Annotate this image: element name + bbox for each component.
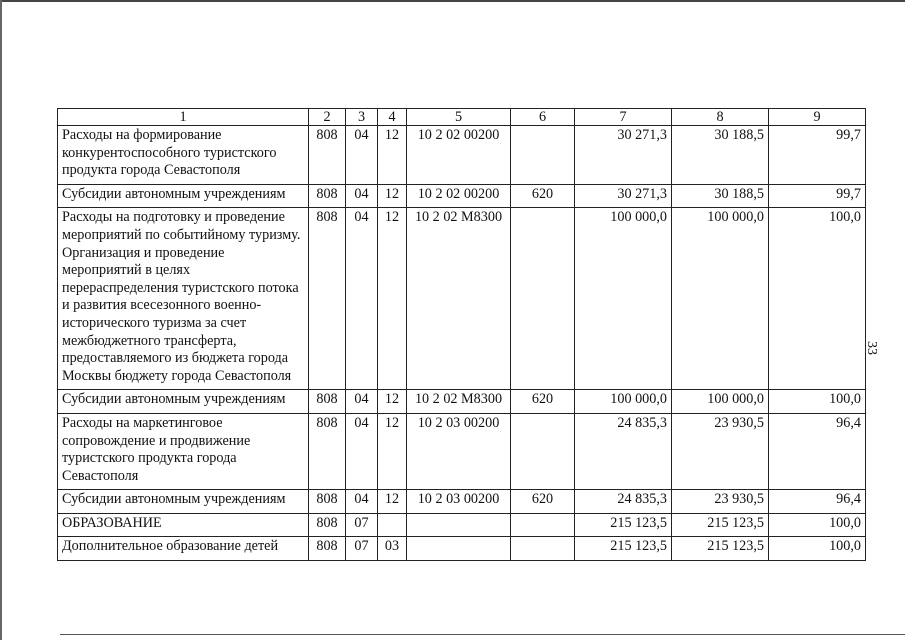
table-row [58, 513, 866, 537]
name-cell: Расходы на подготовку и проведение мероприятий по событийному туризму. Организация и проведение мероприятий в целях перераспределения туристского потока и развития всесезонного военно-исторического туризма за счет межбюджетного трансферта, предоставляемого из бюджета города Москвы бюджету города Севастополя [58, 208, 309, 390]
plan-amount-cell: 30 271,3 [575, 184, 672, 208]
name-cell: Субсидии автономным учреждениям [58, 390, 309, 414]
code-cell: 808 [309, 126, 346, 185]
subsection-cell: 12 [378, 390, 407, 414]
name-cell: Расходы на формирование конкурентоспособного туристского продукта города Севастополя [58, 126, 309, 185]
name-cell: ОБРАЗОВАНИЕ [58, 513, 309, 537]
expense-type-cell [511, 513, 575, 537]
target-article-cell: 10 2 02 М8300 [407, 208, 511, 390]
table-header-row [58, 109, 866, 126]
actual-amount-cell: 215 123,5 [672, 513, 769, 537]
expense-type-cell [511, 126, 575, 185]
actual-amount-cell: 30 188,5 [672, 126, 769, 185]
actual-amount-cell: 100 000,0 [672, 390, 769, 414]
subsection-cell: 12 [378, 126, 407, 185]
plan-amount-cell: 24 835,3 [575, 413, 672, 489]
subsection-cell [378, 513, 407, 537]
section-cell: 04 [346, 413, 378, 489]
actual-amount-cell: 30 188,5 [672, 184, 769, 208]
target-article-cell: 10 2 03 00200 [407, 413, 511, 489]
name-cell: Субсидии автономным учреждениям [58, 184, 309, 208]
section-cell: 04 [346, 208, 378, 390]
section-cell: 04 [346, 184, 378, 208]
header-cell: 1 [58, 109, 309, 126]
table-row [58, 390, 866, 414]
header-cell: 8 [672, 109, 769, 126]
name-cell: Субсидии автономным учреждениям [58, 490, 309, 514]
expense-type-cell: 620 [511, 184, 575, 208]
target-article-cell [407, 537, 511, 561]
table-row [58, 490, 866, 514]
subsection-cell: 03 [378, 537, 407, 561]
table-row [58, 208, 866, 390]
code-cell: 808 [309, 390, 346, 414]
header-cell: 5 [407, 109, 511, 126]
section-cell: 07 [346, 537, 378, 561]
percent-cell: 100,0 [769, 390, 866, 414]
subsection-cell: 12 [378, 208, 407, 390]
code-cell: 808 [309, 208, 346, 390]
subsection-cell: 12 [378, 184, 407, 208]
expense-type-cell [511, 413, 575, 489]
percent-cell: 100,0 [769, 513, 866, 537]
header-cell: 7 [575, 109, 672, 126]
percent-cell: 96,4 [769, 490, 866, 514]
target-article-cell: 10 2 03 00200 [407, 490, 511, 514]
expense-type-cell: 620 [511, 390, 575, 414]
table-row [58, 413, 866, 489]
actual-amount-cell: 215 123,5 [672, 537, 769, 561]
expense-type-cell: 620 [511, 490, 575, 514]
code-cell: 808 [309, 537, 346, 561]
percent-cell: 99,7 [769, 126, 866, 185]
plan-amount-cell: 100 000,0 [575, 390, 672, 414]
expense-type-cell [511, 537, 575, 561]
table-row [58, 126, 866, 185]
scan-bottom-line [60, 634, 905, 635]
code-cell: 808 [309, 413, 346, 489]
subsection-cell: 12 [378, 490, 407, 514]
subsection-cell: 12 [378, 413, 407, 489]
target-article-cell [407, 513, 511, 537]
scan-left-edge [0, 0, 2, 640]
section-cell: 04 [346, 126, 378, 185]
expense-type-cell [511, 208, 575, 390]
header-cell: 4 [378, 109, 407, 126]
scan-top-edge [0, 0, 905, 2]
name-cell: Дополнительное образование детей [58, 537, 309, 561]
section-cell: 04 [346, 390, 378, 414]
plan-amount-cell: 100 000,0 [575, 208, 672, 390]
name-cell: Расходы на маркетинговое сопровождение и продвижение туристского продукта города Севастополя [58, 413, 309, 489]
percent-cell: 96,4 [769, 413, 866, 489]
percent-cell: 99,7 [769, 184, 866, 208]
page-number: 33 [864, 341, 879, 355]
section-cell: 04 [346, 490, 378, 514]
target-article-cell: 10 2 02 00200 [407, 126, 511, 185]
actual-amount-cell: 23 930,5 [672, 413, 769, 489]
code-cell: 808 [309, 184, 346, 208]
section-cell: 07 [346, 513, 378, 537]
code-cell: 808 [309, 490, 346, 514]
target-article-cell: 10 2 02 М8300 [407, 390, 511, 414]
table-row [58, 537, 866, 561]
plan-amount-cell: 30 271,3 [575, 126, 672, 185]
actual-amount-cell: 100 000,0 [672, 208, 769, 390]
budget-table [57, 108, 866, 561]
plan-amount-cell: 24 835,3 [575, 490, 672, 514]
plan-amount-cell: 215 123,5 [575, 537, 672, 561]
target-article-cell: 10 2 02 00200 [407, 184, 511, 208]
header-cell: 6 [511, 109, 575, 126]
table-row [58, 184, 866, 208]
header-cell: 2 [309, 109, 346, 126]
percent-cell: 100,0 [769, 208, 866, 390]
plan-amount-cell: 215 123,5 [575, 513, 672, 537]
actual-amount-cell: 23 930,5 [672, 490, 769, 514]
code-cell: 808 [309, 513, 346, 537]
percent-cell: 100,0 [769, 537, 866, 561]
header-cell: 9 [769, 109, 866, 126]
header-cell: 3 [346, 109, 378, 126]
